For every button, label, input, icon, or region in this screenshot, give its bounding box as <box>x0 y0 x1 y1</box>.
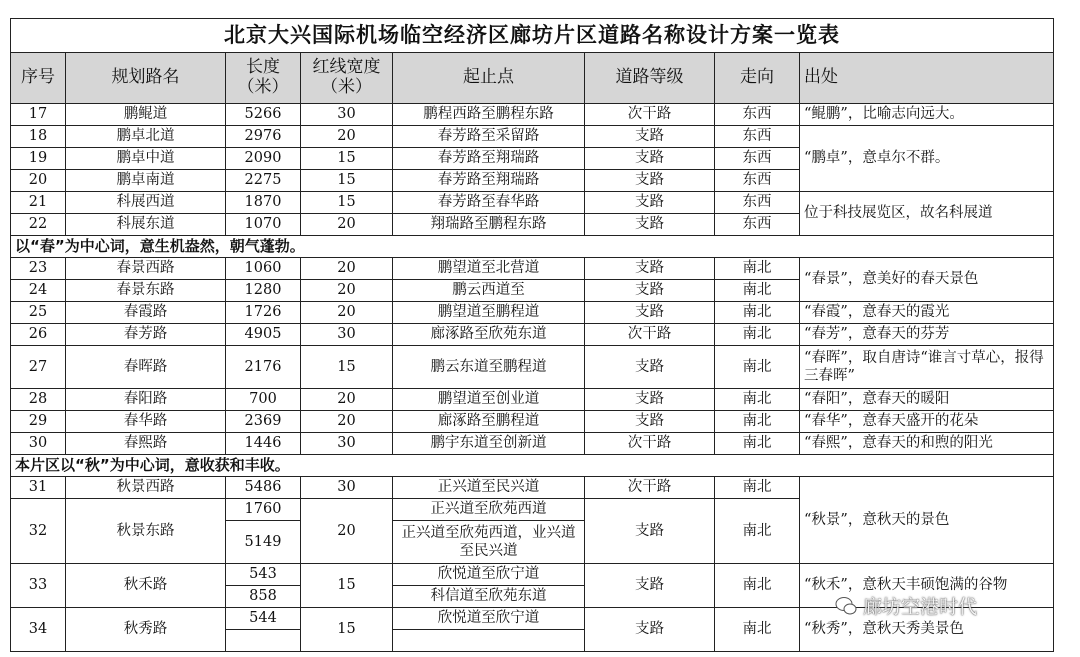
cell-width: 20 <box>301 214 393 236</box>
table-title-row <box>11 19 1054 53</box>
table-row <box>11 411 1054 433</box>
header-no: 序号 <box>11 53 66 104</box>
cell-dir: 东西 <box>715 170 800 192</box>
cell-length: 5486 <box>226 477 301 499</box>
cell-source: “春芳”，意春天的芬芳 <box>800 324 1054 346</box>
cell-length: 4905 <box>226 324 301 346</box>
table-row <box>11 192 1054 214</box>
cell-no: 31 <box>11 477 66 499</box>
cell-name: 鹏卓北道 <box>66 126 226 148</box>
cell-source: “春霞”，意春天的霞光 <box>800 302 1054 324</box>
cell-dir: 南北 <box>715 564 800 608</box>
cell-grade: 支路 <box>585 499 715 564</box>
cell-grade: 支路 <box>585 214 715 236</box>
cell-length: 2976 <box>226 126 301 148</box>
road-name-table-sheet <box>10 18 1053 652</box>
cell-length: 2369 <box>226 411 301 433</box>
cell-dir: 南北 <box>715 411 800 433</box>
cell-length: 1280 <box>226 280 301 302</box>
cell-route: 廊涿路至欣苑东道 <box>393 324 585 346</box>
cell-route: 鹏程西路至鹏程东路 <box>393 104 585 126</box>
wechat-icon <box>835 596 857 616</box>
cell-source: “春景”，意美好的春天景色 <box>800 258 1054 302</box>
cell-dir: 东西 <box>715 192 800 214</box>
cell-length: 1760 <box>226 499 301 521</box>
table-row <box>11 477 1054 499</box>
cell-dir: 东西 <box>715 148 800 170</box>
cell-route: 鹏宇东道至创新道 <box>393 433 585 455</box>
table-title: 北京大兴国际机场临空经济区廊坊片区道路名称设计方案一览表 <box>11 19 1054 53</box>
cell-dir: 东西 <box>715 126 800 148</box>
cell-dir: 南北 <box>715 433 800 455</box>
cell-no: 27 <box>11 346 66 389</box>
cell-dir: 南北 <box>715 302 800 324</box>
cell-no: 28 <box>11 389 66 411</box>
cell-grade: 次干路 <box>585 104 715 126</box>
cell-length <box>226 630 301 652</box>
cell-grade: 次干路 <box>585 433 715 455</box>
table-row <box>11 302 1054 324</box>
cell-source: “鲲鹏”，比喻志向远大。 <box>800 104 1054 126</box>
cell-grade: 次干路 <box>585 477 715 499</box>
cell-dir: 南北 <box>715 346 800 389</box>
cell-source: “春华”，意春天盛开的花朵 <box>800 411 1054 433</box>
cell-width: 30 <box>301 104 393 126</box>
cell-length: 5266 <box>226 104 301 126</box>
cell-no: 17 <box>11 104 66 126</box>
cell-grade: 支路 <box>585 608 715 652</box>
cell-source: “春晖”，取自唐诗“谁言寸草心，报得三春晖” <box>800 346 1054 389</box>
cell-grade: 支路 <box>585 192 715 214</box>
cell-route: 翔瑞路至鹏程东路 <box>393 214 585 236</box>
header-length: 长度 （米） <box>226 53 301 104</box>
cell-no: 22 <box>11 214 66 236</box>
cell-name: 科展西道 <box>66 192 226 214</box>
cell-dir: 南北 <box>715 324 800 346</box>
cell-no: 30 <box>11 433 66 455</box>
cell-route: 鹏望道至北营道 <box>393 258 585 280</box>
cell-source: “秋景”，意秋天的景色 <box>800 477 1054 564</box>
watermark <box>835 592 977 619</box>
cell-width: 20 <box>301 499 393 564</box>
table-row <box>11 346 1054 389</box>
cell-no: 32 <box>11 499 66 564</box>
cell-width: 30 <box>301 324 393 346</box>
cell-route: 春芳路至春华路 <box>393 192 585 214</box>
cell-width: 15 <box>301 170 393 192</box>
cell-name: 鹏卓中道 <box>66 148 226 170</box>
table-row <box>11 389 1054 411</box>
cell-width: 20 <box>301 126 393 148</box>
cell-route <box>393 630 585 652</box>
cell-no: 26 <box>11 324 66 346</box>
cell-route: 廊涿路至鹏程道 <box>393 411 585 433</box>
cell-route: 春芳路至采留路 <box>393 126 585 148</box>
cell-width: 30 <box>301 433 393 455</box>
cell-width: 15 <box>301 608 393 652</box>
cell-dir: 南北 <box>715 389 800 411</box>
cell-grade: 支路 <box>585 170 715 192</box>
cell-name: 鹏鲲道 <box>66 104 226 126</box>
cell-name: 秋景东路 <box>66 499 226 564</box>
cell-width: 20 <box>301 389 393 411</box>
cell-name: 秋景西路 <box>66 477 226 499</box>
cell-length: 543 <box>226 564 301 586</box>
cell-length: 1870 <box>226 192 301 214</box>
cell-source: 位于科技展览区，故名科展道 <box>800 192 1054 236</box>
cell-name: 春晖路 <box>66 346 226 389</box>
cell-source: “鹏卓”，意卓尔不群。 <box>800 126 1054 192</box>
cell-width: 20 <box>301 411 393 433</box>
cell-no: 29 <box>11 411 66 433</box>
table-row <box>11 324 1054 346</box>
cell-grade: 支路 <box>585 302 715 324</box>
cell-source: “秋秀”，意秋天秀美景色 <box>800 608 1054 652</box>
cell-width: 20 <box>301 280 393 302</box>
table-row <box>11 104 1054 126</box>
cell-name: 春华路 <box>66 411 226 433</box>
cell-length: 1726 <box>226 302 301 324</box>
cell-width: 15 <box>301 148 393 170</box>
cell-route: 欣悦道至欣宁道 <box>393 564 585 586</box>
table-row <box>11 433 1054 455</box>
cell-width: 30 <box>301 477 393 499</box>
header-row <box>11 53 1054 104</box>
cell-source: “春熙”，意春天的和煦的阳光 <box>800 433 1054 455</box>
cell-name: 春霞路 <box>66 302 226 324</box>
cell-no: 18 <box>11 126 66 148</box>
cell-route: 鹏云西道至 <box>393 280 585 302</box>
cell-dir: 南北 <box>715 280 800 302</box>
cell-width: 20 <box>301 302 393 324</box>
section-spring: 以“春”为中心词，意生机盎然，朝气蓬勃。 <box>11 236 1054 258</box>
cell-no: 20 <box>11 170 66 192</box>
cell-dir: 南北 <box>715 477 800 499</box>
cell-name: 秋禾路 <box>66 564 226 608</box>
cell-grade: 次干路 <box>585 324 715 346</box>
cell-length: 1070 <box>226 214 301 236</box>
section-row-autumn <box>11 455 1054 477</box>
cell-route: 正兴道至欣苑西道，业兴道至民兴道 <box>393 521 585 564</box>
cell-name: 春景西路 <box>66 258 226 280</box>
header-source: 出处 <box>800 53 1054 104</box>
table-row <box>11 258 1054 280</box>
cell-source: “春阳”，意春天的暖阳 <box>800 389 1054 411</box>
cell-length: 858 <box>226 586 301 608</box>
cell-grade: 支路 <box>585 148 715 170</box>
header-name: 规划路名 <box>66 53 226 104</box>
table-row <box>11 126 1054 148</box>
cell-length: 2176 <box>226 346 301 389</box>
cell-no: 24 <box>11 280 66 302</box>
cell-length: 700 <box>226 389 301 411</box>
cell-source: “秋禾”，意秋天丰硕饱满的谷物 <box>800 564 1054 608</box>
cell-dir: 南北 <box>715 608 800 652</box>
cell-no: 21 <box>11 192 66 214</box>
cell-dir: 东西 <box>715 104 800 126</box>
cell-route: 正兴道至欣苑西道 <box>393 499 585 521</box>
cell-width: 15 <box>301 192 393 214</box>
section-autumn: 本片区以“秋”为中心词，意收获和丰收。 <box>11 455 1054 477</box>
cell-route: 科信道至欣苑东道 <box>393 586 585 608</box>
header-dir: 走向 <box>715 53 800 104</box>
cell-name: 科展东道 <box>66 214 226 236</box>
cell-no: 23 <box>11 258 66 280</box>
cell-no: 19 <box>11 148 66 170</box>
cell-length: 1060 <box>226 258 301 280</box>
cell-grade: 支路 <box>585 258 715 280</box>
cell-route: 鹏望道至鹏程道 <box>393 302 585 324</box>
cell-grade: 支路 <box>585 346 715 389</box>
cell-width: 20 <box>301 258 393 280</box>
road-name-table <box>10 18 1054 652</box>
cell-no: 34 <box>11 608 66 652</box>
cell-width: 15 <box>301 346 393 389</box>
header-route: 起止点 <box>393 53 585 104</box>
cell-length: 2275 <box>226 170 301 192</box>
cell-name: 春芳路 <box>66 324 226 346</box>
cell-grade: 支路 <box>585 411 715 433</box>
section-row-spring <box>11 236 1054 258</box>
cell-grade: 支路 <box>585 126 715 148</box>
cell-route: 欣悦道至欣宁道 <box>393 608 585 630</box>
cell-route: 鹏云东道至鹏程道 <box>393 346 585 389</box>
cell-dir: 东西 <box>715 214 800 236</box>
cell-grade: 支路 <box>585 389 715 411</box>
cell-length: 544 <box>226 608 301 630</box>
cell-name: 春景东路 <box>66 280 226 302</box>
cell-dir: 南北 <box>715 499 800 564</box>
cell-dir: 南北 <box>715 258 800 280</box>
cell-name: 春阳路 <box>66 389 226 411</box>
cell-grade: 支路 <box>585 564 715 608</box>
cell-route: 正兴道至民兴道 <box>393 477 585 499</box>
cell-name: 春熙路 <box>66 433 226 455</box>
cell-length: 5149 <box>226 521 301 564</box>
cell-no: 25 <box>11 302 66 324</box>
watermark-text: 廊坊空港时代 <box>863 596 978 618</box>
cell-width: 15 <box>301 564 393 608</box>
cell-route: 鹏望道至创业道 <box>393 389 585 411</box>
cell-route: 春芳路至翔瑞路 <box>393 170 585 192</box>
cell-length: 1446 <box>226 433 301 455</box>
cell-name: 鹏卓南道 <box>66 170 226 192</box>
header-width: 红线宽度 （米） <box>301 53 393 104</box>
cell-route: 春芳路至翔瑞路 <box>393 148 585 170</box>
table-row <box>11 564 1054 586</box>
cell-name: 秋秀路 <box>66 608 226 652</box>
cell-no: 33 <box>11 564 66 608</box>
cell-grade: 支路 <box>585 280 715 302</box>
header-grade: 道路等级 <box>585 53 715 104</box>
cell-length: 2090 <box>226 148 301 170</box>
